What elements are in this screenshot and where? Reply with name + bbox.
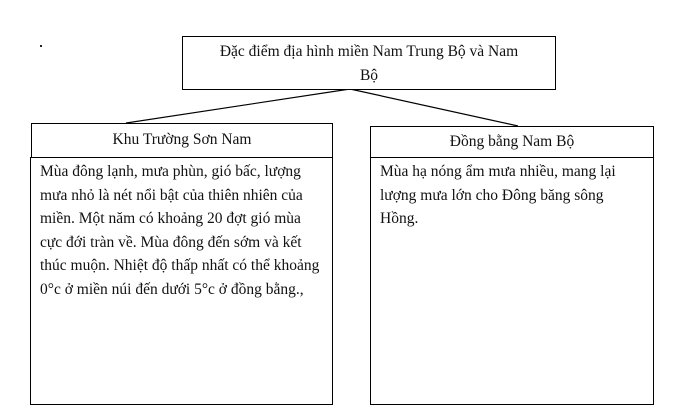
branch-body-dong-bang-nam-bo: [370, 157, 654, 405]
branch-title: Khu Trường Sơn Nam: [112, 131, 252, 148]
branch-content: Mùa hạ nóng ẩm mưa nhiều, mang lại lượng mưa lớn cho Đông băng sông Hồng.: [380, 163, 616, 227]
branch-body-truong-son-nam: [30, 157, 333, 405]
connector-left: [126, 89, 350, 123]
branch-header-truong-son-nam: [31, 123, 333, 158]
root-title-line1: Đặc điểm địa hình miền Nam Trung Bộ và Nam: [219, 43, 519, 60]
branch-title: Đồng bằng Nam Bộ: [449, 133, 575, 150]
branch-header-dong-bang-nam-bo: [370, 126, 654, 158]
connector-right: [350, 89, 518, 126]
root-title-line2: Bộ: [359, 67, 379, 84]
branch-content: Mùa đông lạnh, mưa phùn, gió bấc, lượng mưa nhỏ là nét nổi bật của thiên nhiên của miền. Một năm có khoảng 20 đợt gió mùa cực đới tràn về. Mùa đông đến sớm và kết thúc muộn. Nhiệt độ thấp nhất có thể khoảng 0°c ở miền núi đến dưới 5°c ở đồng bằng.,: [40, 163, 320, 298]
root-node: [182, 36, 556, 90]
